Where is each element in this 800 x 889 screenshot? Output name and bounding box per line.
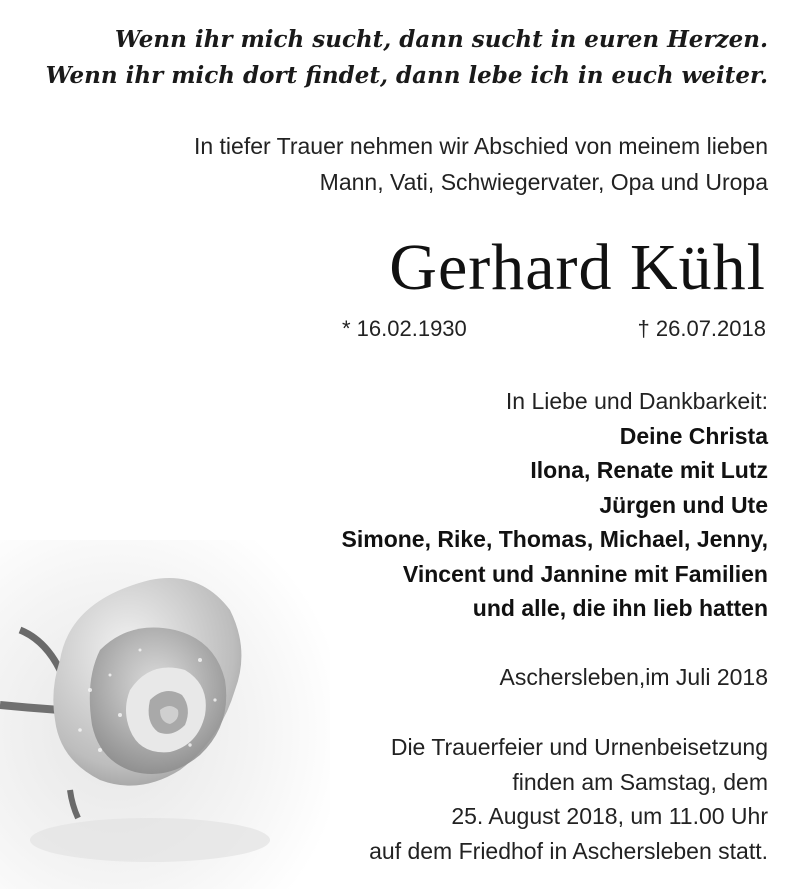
deceased-name: Gerhard Kühl bbox=[389, 231, 766, 304]
mourners-lead: In Liebe und Dankbarkeit: bbox=[505, 388, 768, 414]
death-date: † 26.07.2018 bbox=[637, 316, 766, 341]
place-date: Aschersleben,im Juli 2018 bbox=[499, 664, 768, 690]
ceremony-line-2: finden am Samstag, dem bbox=[512, 768, 768, 795]
mourner-line: und alle, die ihn lieb hatten bbox=[472, 595, 768, 621]
rose-image bbox=[0, 540, 330, 889]
intro-text bbox=[194, 128, 768, 200]
mourner-line: Deine Christa bbox=[619, 422, 768, 449]
mourners-list bbox=[342, 384, 768, 626]
ceremony-line-1: Die Trauerfeier und Urnenbeisetzung bbox=[390, 734, 768, 760]
mourner-line: Vincent und Jannine mit Familien bbox=[402, 560, 768, 587]
mourner-line: Jürgen und Ute bbox=[599, 491, 768, 518]
ceremony-line-3: 25. August 2018, um 11.00 Uhr bbox=[451, 803, 768, 829]
intro-line-2: Mann, Vati, Schwiegervater, Opa und Uropa bbox=[319, 169, 768, 195]
ceremony-info bbox=[369, 730, 768, 868]
motto-line-2: Wenn ihr mich dort findet, dann lebe ich in euch weiter. bbox=[45, 62, 768, 89]
motto-line-1: Wenn ihr mich sucht, dann sucht in euren Herzen. bbox=[114, 26, 768, 53]
birth-date: * 16.02.1930 bbox=[342, 316, 467, 341]
mourner-line: Simone, Rike, Thomas, Michael, Jenny, bbox=[341, 526, 768, 552]
mourner-line: Ilona, Renate mit Lutz bbox=[530, 457, 768, 483]
motto-quote bbox=[46, 22, 768, 94]
ceremony-line-4: auf dem Friedhof in Aschersleben statt. bbox=[369, 837, 768, 864]
intro-line-1: In tiefer Trauer nehmen wir Abschied von meinem lieben bbox=[193, 133, 768, 159]
